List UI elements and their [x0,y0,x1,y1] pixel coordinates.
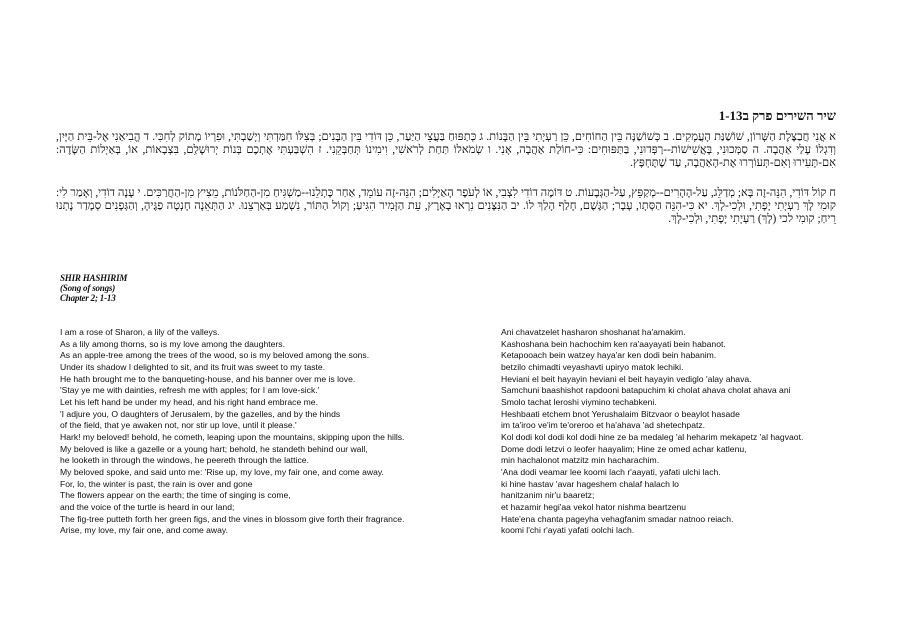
transliteration-line: Dome dodi letzvi o leofer haayalim; Hine ze omed achar katlenu, [501,443,747,454]
verse-line: 'I adjure you, O daughters of Jerusalem, by the gazelles, and by the hinds [60,408,341,419]
transliteration-column [501,327,841,537]
transliteration-line: Samchuni baashishot rapdooni batapuchim ki cholat ahava cholat ahava ani [501,385,791,396]
hebrew-paragraph: ח קוֹל דּוֹדִי, הִנֵּה-זֶה בָּא; מְדַלֵּג, עַל-הֶהָרִים--מְקַפֵּץ, עַל-הַגְּבָעוֹת. ט דּוֹמֶה דוֹדִי לִצְבִי, אוֹ לְעֹפֶר הָאַיָּלִים; הִנֵּה-זֶה עוֹמֵד, אַחַר כָּתְלֵנוּ--מַשְׁגִּיחַ מִן-הַחַלֹּנוֹת, מֵצִיץ מִן-הַחֲרַכִּים. י עָנָה דוֹדִי, וְאָמַר לִי: קוּמִי לָךְ רַעְיָתִי יָפָתִי, וּלְכִי-לָךְ. יא כִּי-הִנֵּה הַסְּתָו, עָבָר; הַגֶּשֶׁם, חָלַף הָלַךְ לוֹ. יב הַנִּצָּנִים נִרְאוּ בָאָרֶץ, עֵת הַזָּמִיר הִגִּיעַ; וְקוֹל הַתּוֹר, נִשְׁמַע בְּאַרְצֵנוּ. יג הַתְּאֵנָה חָנְטָה פַגֶּיהָ, וְהַגְּפָנִים סְמָדַר נָתְנוּ רֵיחַ; קוּמִי לכי (לָךְ) רַעְיָתִי יָפָתִי, וּלְכִי-לָךְ. [56,187,836,225]
verse-line: 'Stay ye me with dainties, refresh me with apples; for I am love-sick.' [60,385,320,396]
heading-chapter: Chapter 2; 1-13 [60,293,116,303]
verse-line: and the voice of the turtle is heard in our land; [60,501,235,512]
verse-line: Hark! my beloved! behold, he cometh, leaping upon the mountains, skipping upon the hills. [60,431,405,442]
transliteration-line: Heshbaati etchem bnot Yerushalaim Bitzvaor o beaylot hasade [501,408,740,419]
english-translation-column [60,327,460,537]
verse-line: The flowers appear on the earth; the time of singing is come, [60,490,291,501]
verse-line: He hath brought me to the banqueting-house, and his banner over me is love. [60,373,356,384]
transliteration-line: 'Ana dodi veamar lee koomi lach r'aayati, yafati ulchi lach. [501,466,721,477]
verse-line: The fig-tree putteth forth her green figs, and the vines in blossom give forth their fragrance. [60,513,405,524]
transliteration-line: im ta'iroo ve'im te'oreroo et ha'ahava 'ad shetechpatz. [501,420,706,431]
heading-subtitle: (Song of songs) [60,283,116,293]
verse-line: Let his left hand be under my head, and his right hand embrace me. [60,396,318,407]
verse-line: For, lo, the winter is past, the rain is over and gone [60,478,253,489]
hebrew-title: שיר השירים פרק ב1-13 [718,108,836,123]
transliteration-line: Kol dodi kol dodi kol dodi hine ze ba medaleg 'al heharim mekapetz 'al hagvaot. [501,431,804,442]
verse-line: As an apple-tree among the trees of the wood, so is my beloved among the sons. [60,350,370,361]
transliteration-line: Heviani el beit hayayin heviani el beit hayayin vediglo 'alay ahava. [501,373,752,384]
transliteration-line: Ketapooach bein watzey haya'ar ken dodi bein habanim. [501,350,717,361]
verse-line: I am a rose of Sharon, a lily of the valleys. [60,327,220,337]
transliteration-line: Kashoshana bein hachochim ken ra'aayayati bein habanot. [501,338,726,349]
heading-title: SHIR HASHIRIM [60,273,128,283]
hebrew-paragraph: א אֲנִי חֲבַצֶּלֶת הַשָּׁרוֹן, שׁוֹשַׁנַּת הָעֲמָקִים. ב כְּשׁוֹשַׁנָּה בֵּין הַחוֹחִים, כֵּן רַעְיָתִי בֵּין הַבָּנוֹת. ג כְּתַפּוּחַ בַּעֲצֵי הַיַּעַר, כֵּן דּוֹדִי בֵּין הַבָּנִים; בְּצִלּוֹ חִמַּדְתִּי וְיָשַׁבְתִּי, וּפִרְיוֹ מָתוֹק לְחִכִּי. ד הֱבִיאַנִי אֶל-בֵּית הַיָּיִן, וְדִגְלוֹ עָלַי אַהֲבָה. ה סַמְּכוּנִי, בָּאֲשִׁישׁוֹת--רַפְּדוּנִי, בַּתַּפּוּחִים: כִּי-חוֹלַת אַהֲבָה, אָנִי. ו שְׂמֹאלוֹ תַּחַת לְרֹאשִׁי, וִימִינוֹ תְּחַבְּקֵנִי. ז הִשְׁבַּעְתִּי אֶתְכֶם בְּנוֹת יְרוּשָׁלִַם, בִּצְבָאוֹת, אוֹ, בְּאַיְלוֹת הַשָּׂדֶה: אִם-תָּעִירוּ וְאִם-תְּעוֹרְרוּ אֶת-הָאַהֲבָה, עַד שֶׁתֶּחְפָּץ. [56,131,836,169]
verse-line: Under its shadow I delighted to sit, and its fruit was sweet to my taste. [60,361,326,372]
transliteration-line: et hazamir hegi'aa vekol hator nishma beartzenu [501,501,687,512]
transliteration-line: Hate'ena chanta pageyha vehagfanim smadar natnoo reiach. [501,513,734,524]
transliteration-line: ki hine hastav 'avar hageshem chalaf halach lo [501,478,679,489]
verse-line: My beloved spoke, and said unto me: 'Rise up, my love, my fair one, and come away. [60,466,384,477]
verse-line: of the field, that ye awaken not, nor stir up love, until it please.' [60,420,297,431]
transliteration-line: hanitzanim nir'u baaretz; [501,490,595,501]
transliteration-line: betzilo chimadti veyashavti upiryo matok lechiki. [501,361,684,372]
verse-line: he looketh in through the windows, he peereth through the lattice. [60,455,309,466]
transliteration-line: Smolo tachat leroshi viymino techabkeni. [501,396,657,407]
verse-line: My beloved is like a gazelle or a young hart; behold, he standeth behind our wall, [60,443,368,454]
transliteration-line: koomi l'chi r'ayati yafati oolchi lach. [501,525,635,536]
transliteration-line: min hachalonot matzitz min hacharachim. [501,455,660,466]
verse-line: Arise, my love, my fair one, and come away. [60,525,228,536]
transliteration-line: Ani chavatzelet hasharon shoshanat ha'amakim. [501,327,686,337]
english-heading [60,273,127,303]
verse-line: As a lily among thorns, so is my love among the daughters. [60,338,285,349]
